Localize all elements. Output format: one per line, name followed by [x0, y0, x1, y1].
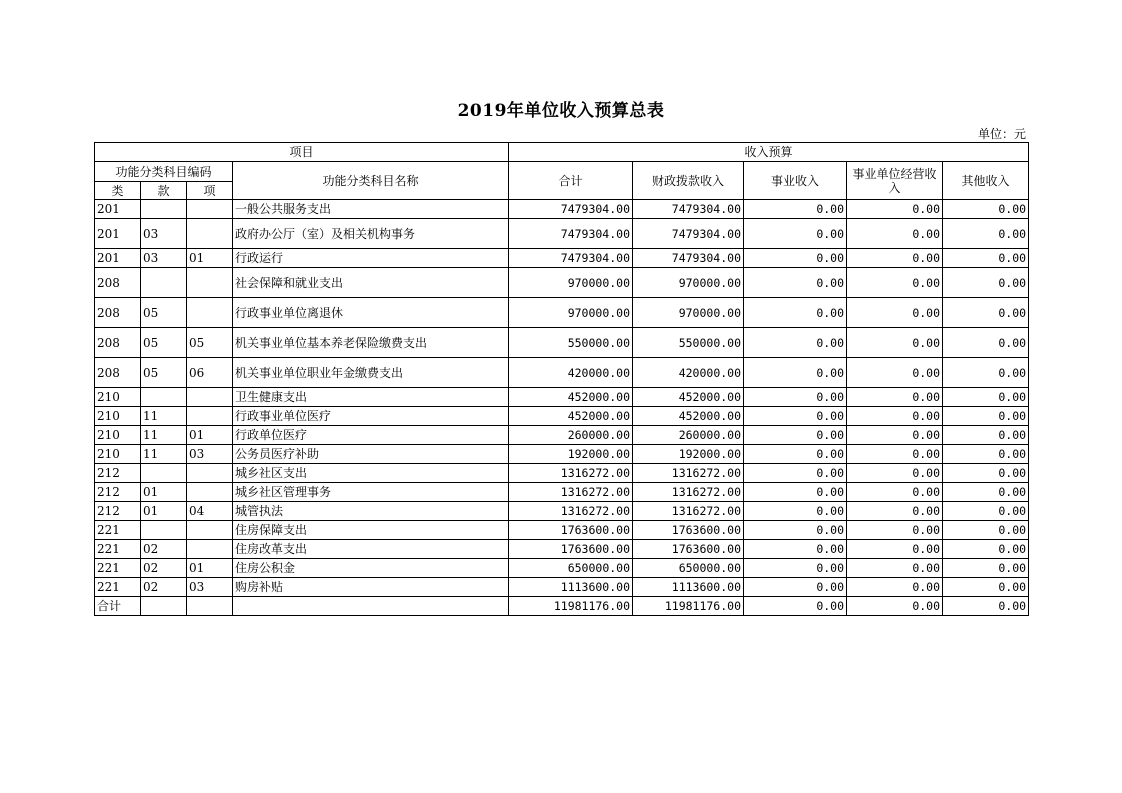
cell-name: 住房改革支出 [233, 540, 509, 559]
cell-total: 260000.00 [509, 426, 633, 445]
cell-fiscal: 650000.00 [633, 559, 744, 578]
cell-total: 452000.00 [509, 388, 633, 407]
cell-business: 0.00 [744, 445, 847, 464]
cell-name: 城乡社区管理事务 [233, 483, 509, 502]
cell-name: 行政单位医疗 [233, 426, 509, 445]
cell-other: 0.00 [943, 521, 1029, 540]
cell-name: 社会保障和就业支出 [233, 268, 509, 298]
cell-operating: 0.00 [847, 200, 943, 219]
cell-total: 1763600.00 [509, 540, 633, 559]
cell-lei: 210 [95, 426, 141, 445]
cell-fiscal: 7479304.00 [633, 249, 744, 268]
cell-business: 0.00 [744, 597, 847, 616]
cell-kuan: 02 [141, 540, 187, 559]
cell-operating: 0.00 [847, 445, 943, 464]
cell-kuan: 02 [141, 578, 187, 597]
cell-fiscal: 7479304.00 [633, 200, 744, 219]
cell-operating: 0.00 [847, 268, 943, 298]
cell-xiang: 06 [187, 358, 233, 388]
cell-lei: 210 [95, 388, 141, 407]
cell-xiang [187, 483, 233, 502]
header-code-group: 功能分类科目编码 [95, 162, 233, 182]
table-row [95, 249, 1029, 268]
table-row [95, 328, 1029, 358]
cell-business: 0.00 [744, 219, 847, 249]
cell-xiang [187, 200, 233, 219]
cell-kuan: 01 [141, 483, 187, 502]
table-row [95, 483, 1029, 502]
cell-kuan: 02 [141, 559, 187, 578]
cell-name: 行政运行 [233, 249, 509, 268]
cell-other: 0.00 [943, 502, 1029, 521]
table-row [95, 200, 1029, 219]
cell-operating: 0.00 [847, 464, 943, 483]
cell-other: 0.00 [943, 559, 1029, 578]
cell-name: 公务员医疗补助 [233, 445, 509, 464]
cell-xiang: 01 [187, 426, 233, 445]
cell-kuan: 05 [141, 358, 187, 388]
cell-name: 一般公共服务支出 [233, 200, 509, 219]
cell-lei: 210 [95, 407, 141, 426]
cell-business: 0.00 [744, 426, 847, 445]
cell-operating: 0.00 [847, 521, 943, 540]
cell-fiscal: 1316272.00 [633, 483, 744, 502]
cell-business: 0.00 [744, 249, 847, 268]
cell-total: 452000.00 [509, 407, 633, 426]
cell-fiscal: 420000.00 [633, 358, 744, 388]
table-row [95, 445, 1029, 464]
cell-operating: 0.00 [847, 249, 943, 268]
cell-kuan [141, 521, 187, 540]
cell-fiscal: 452000.00 [633, 388, 744, 407]
cell-fiscal: 260000.00 [633, 426, 744, 445]
cell-lei: 208 [95, 298, 141, 328]
cell-fiscal: 1316272.00 [633, 502, 744, 521]
cell-kuan: 05 [141, 298, 187, 328]
cell-total: 11981176.00 [509, 597, 633, 616]
cell-name: 购房补贴 [233, 578, 509, 597]
cell-name: 住房保障支出 [233, 521, 509, 540]
cell-fiscal: 1316272.00 [633, 464, 744, 483]
cell-lei: 208 [95, 358, 141, 388]
table-row [95, 219, 1029, 249]
cell-operating: 0.00 [847, 298, 943, 328]
cell-business: 0.00 [744, 559, 847, 578]
cell-total: 1316272.00 [509, 483, 633, 502]
table-row [95, 540, 1029, 559]
cell-lei: 212 [95, 502, 141, 521]
cell-operating: 0.00 [847, 483, 943, 502]
table-row [95, 578, 1029, 597]
cell-other: 0.00 [943, 597, 1029, 616]
cell-xiang [187, 521, 233, 540]
cell-lei: 221 [95, 559, 141, 578]
cell-kuan: 05 [141, 328, 187, 358]
cell-total: 7479304.00 [509, 249, 633, 268]
header-name: 功能分类科目名称 [233, 162, 509, 200]
cell-operating: 0.00 [847, 219, 943, 249]
cell-fiscal: 970000.00 [633, 298, 744, 328]
cell-total: 1316272.00 [509, 502, 633, 521]
cell-kuan: 03 [141, 249, 187, 268]
cell-business: 0.00 [744, 268, 847, 298]
cell-lei: 212 [95, 483, 141, 502]
cell-business: 0.00 [744, 540, 847, 559]
cell-lei: 210 [95, 445, 141, 464]
cell-total: 7479304.00 [509, 219, 633, 249]
cell-kuan: 01 [141, 502, 187, 521]
cell-kuan [141, 597, 187, 616]
cell-fiscal: 1763600.00 [633, 540, 744, 559]
cell-xiang: 04 [187, 502, 233, 521]
cell-lei: 合计 [95, 597, 141, 616]
cell-operating: 0.00 [847, 502, 943, 521]
cell-other: 0.00 [943, 328, 1029, 358]
cell-business: 0.00 [744, 388, 847, 407]
cell-name: 行政事业单位离退休 [233, 298, 509, 328]
cell-fiscal: 11981176.00 [633, 597, 744, 616]
page-title: 2019年单位收入预算总表 [457, 101, 665, 121]
cell-total: 7479304.00 [509, 200, 633, 219]
cell-operating: 0.00 [847, 597, 943, 616]
cell-lei: 221 [95, 578, 141, 597]
cell-other: 0.00 [943, 358, 1029, 388]
cell-business: 0.00 [744, 502, 847, 521]
header-xiang: 项 [187, 182, 233, 200]
cell-xiang [187, 407, 233, 426]
cell-kuan [141, 200, 187, 219]
cell-other: 0.00 [943, 298, 1029, 328]
cell-fiscal: 1763600.00 [633, 521, 744, 540]
header-kuan: 款 [141, 182, 187, 200]
cell-xiang [187, 298, 233, 328]
cell-other: 0.00 [943, 219, 1029, 249]
table-row [95, 268, 1029, 298]
cell-other: 0.00 [943, 426, 1029, 445]
header-project: 项目 [95, 143, 509, 162]
cell-operating: 0.00 [847, 540, 943, 559]
table-row [95, 298, 1029, 328]
cell-operating: 0.00 [847, 559, 943, 578]
cell-xiang [187, 540, 233, 559]
cell-other: 0.00 [943, 483, 1029, 502]
cell-fiscal: 1113600.00 [633, 578, 744, 597]
cell-kuan [141, 464, 187, 483]
cell-operating: 0.00 [847, 328, 943, 358]
header-income-budget: 收入预算 [509, 143, 1029, 162]
cell-fiscal: 7479304.00 [633, 219, 744, 249]
cell-operating: 0.00 [847, 407, 943, 426]
cell-business: 0.00 [744, 464, 847, 483]
unit-label: 单位：元 [977, 127, 1026, 141]
cell-lei: 201 [95, 249, 141, 268]
cell-business: 0.00 [744, 578, 847, 597]
total-row [95, 597, 1029, 616]
cell-name: 政府办公厅（室）及相关机构事务 [233, 219, 509, 249]
header-operating: 事业单位经营收入 [847, 162, 943, 200]
table-row [95, 502, 1029, 521]
header-other: 其他收入 [943, 162, 1029, 200]
cell-name: 机关事业单位职业年金缴费支出 [233, 358, 509, 388]
header-business: 事业收入 [744, 162, 847, 200]
cell-lei: 201 [95, 200, 141, 219]
cell-total: 970000.00 [509, 268, 633, 298]
cell-name [233, 597, 509, 616]
cell-kuan: 03 [141, 219, 187, 249]
cell-fiscal: 550000.00 [633, 328, 744, 358]
table-row [95, 464, 1029, 483]
table-row [95, 388, 1029, 407]
table-row [95, 358, 1029, 388]
cell-fiscal: 452000.00 [633, 407, 744, 426]
cell-other: 0.00 [943, 407, 1029, 426]
cell-xiang: 01 [187, 559, 233, 578]
cell-lei: 201 [95, 219, 141, 249]
cell-total: 1763600.00 [509, 521, 633, 540]
cell-xiang [187, 219, 233, 249]
cell-total: 1316272.00 [509, 464, 633, 483]
cell-kuan: 11 [141, 407, 187, 426]
cell-xiang [187, 464, 233, 483]
cell-business: 0.00 [744, 358, 847, 388]
cell-business: 0.00 [744, 407, 847, 426]
cell-business: 0.00 [744, 200, 847, 219]
cell-operating: 0.00 [847, 578, 943, 597]
cell-xiang: 03 [187, 445, 233, 464]
cell-fiscal: 970000.00 [633, 268, 744, 298]
cell-operating: 0.00 [847, 388, 943, 407]
table-row [95, 521, 1029, 540]
cell-xiang: 03 [187, 578, 233, 597]
cell-xiang: 05 [187, 328, 233, 358]
cell-total: 420000.00 [509, 358, 633, 388]
cell-other: 0.00 [943, 268, 1029, 298]
header-total: 合计 [509, 162, 633, 200]
cell-other: 0.00 [943, 464, 1029, 483]
cell-fiscal: 192000.00 [633, 445, 744, 464]
cell-name: 城管执法 [233, 502, 509, 521]
cell-name: 机关事业单位基本养老保险缴费支出 [233, 328, 509, 358]
cell-other: 0.00 [943, 445, 1029, 464]
cell-other: 0.00 [943, 578, 1029, 597]
cell-xiang [187, 388, 233, 407]
cell-kuan [141, 388, 187, 407]
cell-business: 0.00 [744, 521, 847, 540]
table-row [95, 407, 1029, 426]
cell-operating: 0.00 [847, 426, 943, 445]
cell-other: 0.00 [943, 200, 1029, 219]
cell-total: 970000.00 [509, 298, 633, 328]
cell-lei: 208 [95, 268, 141, 298]
header-lei: 类 [95, 182, 141, 200]
budget-table [94, 142, 1029, 616]
cell-total: 550000.00 [509, 328, 633, 358]
cell-operating: 0.00 [847, 358, 943, 388]
cell-total: 650000.00 [509, 559, 633, 578]
cell-kuan: 11 [141, 426, 187, 445]
cell-business: 0.00 [744, 483, 847, 502]
cell-total: 192000.00 [509, 445, 633, 464]
cell-kuan: 11 [141, 445, 187, 464]
cell-lei: 208 [95, 328, 141, 358]
cell-total: 1113600.00 [509, 578, 633, 597]
cell-kuan [141, 268, 187, 298]
cell-lei: 221 [95, 521, 141, 540]
cell-other: 0.00 [943, 540, 1029, 559]
table-row [95, 426, 1029, 445]
cell-name: 城乡社区支出 [233, 464, 509, 483]
cell-lei: 212 [95, 464, 141, 483]
cell-name: 住房公积金 [233, 559, 509, 578]
cell-name: 行政事业单位医疗 [233, 407, 509, 426]
cell-xiang [187, 268, 233, 298]
header-fiscal: 财政拨款收入 [633, 162, 744, 200]
cell-other: 0.00 [943, 388, 1029, 407]
cell-business: 0.00 [744, 328, 847, 358]
cell-other: 0.00 [943, 249, 1029, 268]
cell-xiang [187, 597, 233, 616]
table-row [95, 559, 1029, 578]
cell-business: 0.00 [744, 298, 847, 328]
cell-xiang: 01 [187, 249, 233, 268]
cell-lei: 221 [95, 540, 141, 559]
cell-name: 卫生健康支出 [233, 388, 509, 407]
